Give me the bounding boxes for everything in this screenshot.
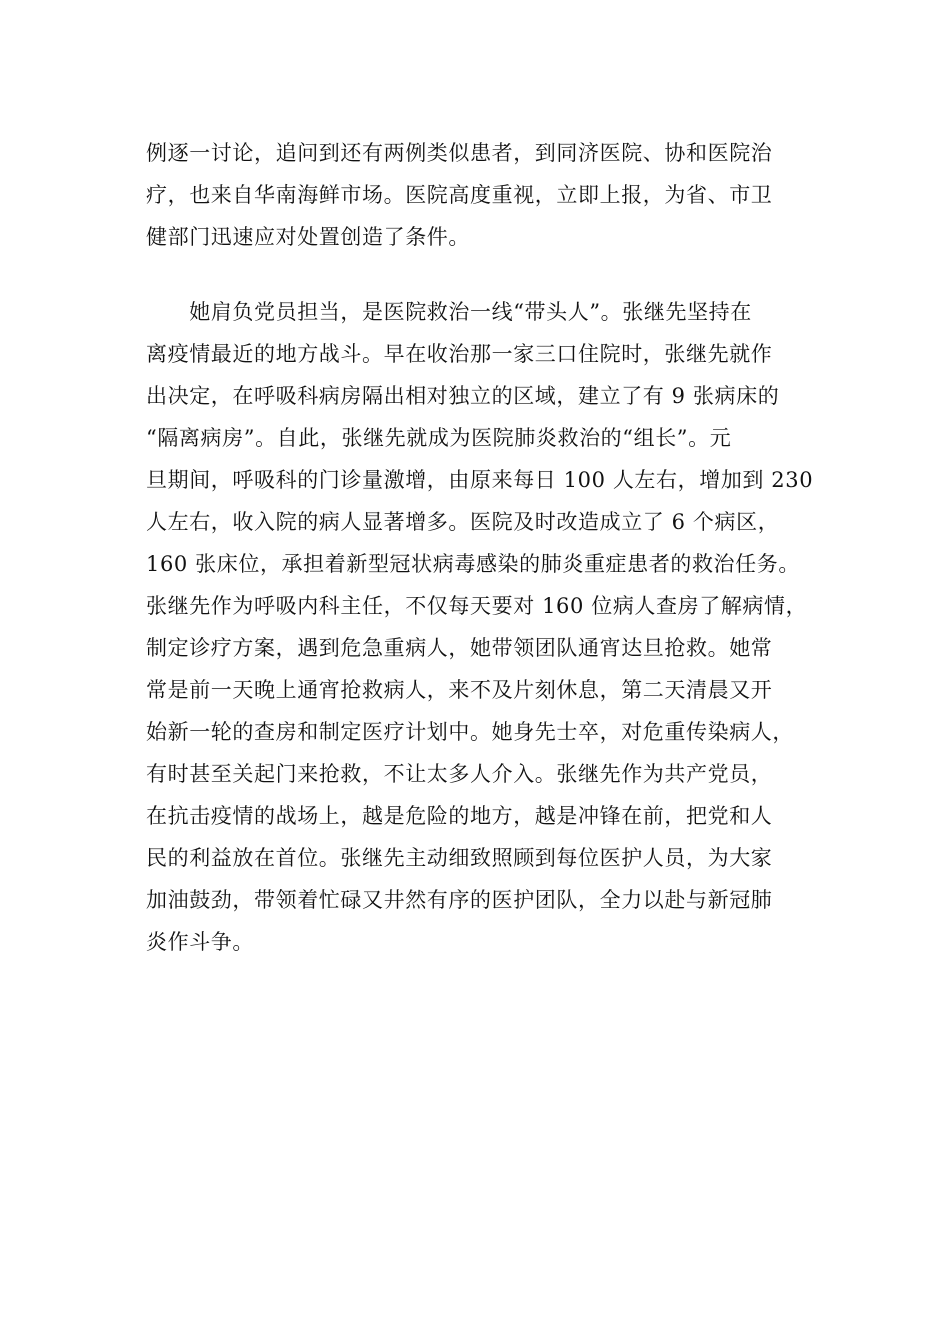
paragraph-line: 张继先作为呼吸内科主任，不仅每天要对 160 位病人查房了解病情， xyxy=(146,594,808,618)
paragraph-line: 制定诊疗方案，遇到危急重病人，她带领团队通宵达旦抢救。她常 xyxy=(146,636,773,660)
paragraph-line: 她肩负党员担当，是医院救治一线“带头人”。张继先坚持在 xyxy=(146,300,752,324)
paragraph-line: 民的利益放在首位。张继先主动细致照顾到每位医护人员，为大家 xyxy=(146,846,773,870)
paragraph-line: “隔离病房”。自此，张继先就成为医院肺炎救治的“组长”。元 xyxy=(146,426,732,450)
paragraph-2 xyxy=(146,291,814,963)
paragraph-line: 始新一轮的查房和制定医疗计划中。她身先士卒，对危重传染病人， xyxy=(146,720,794,744)
paragraph-line: 有时甚至关起门来抢救，不让太多人介入。张继先作为共产党员， xyxy=(146,762,773,786)
paragraph-line: 出决定，在呼吸科病房隔出相对独立的区域，建立了有 9 张病床的 xyxy=(146,384,780,408)
paragraph-line: 160 张床位，承担着新型冠状病毒感染的肺炎重症患者的救治任务。 xyxy=(146,552,800,576)
paragraph-line: 在抗击疫情的战场上，越是危险的地方，越是冲锋在前，把党和人 xyxy=(146,804,773,828)
paragraph-line: 人左右，收入院的病人显著增多。医院及时改造成立了 6 个病区， xyxy=(146,510,780,534)
paragraph-line: 旦期间，呼吸科的门诊量激增，由原来每日 100 人左右，增加到 230 xyxy=(146,468,814,492)
paragraph-line: 健部门迅速应对处置创造了条件。 xyxy=(146,225,470,249)
paragraph-line: 常是前一天晚上通宵抢救病人，来不及片刻休息，第二天清晨又开 xyxy=(146,678,773,702)
paragraph-1 xyxy=(146,132,811,258)
paragraph-line: 例逐一讨论，追问到还有两例类似患者，到同济医院、协和医院治 xyxy=(146,141,773,165)
paragraph-line: 炎作斗争。 xyxy=(146,930,254,954)
paragraph-line: 疗，也来自华南海鲜市场。医院高度重视，立即上报，为省、市卫 xyxy=(146,183,773,207)
paragraph-line: 加油鼓劲，带领着忙碌又井然有序的医护团队，全力以赴与新冠肺 xyxy=(146,888,773,912)
paragraph-line: 离疫情最近的地方战斗。早在收治那一家三口住院时，张继先就作 xyxy=(146,342,773,366)
